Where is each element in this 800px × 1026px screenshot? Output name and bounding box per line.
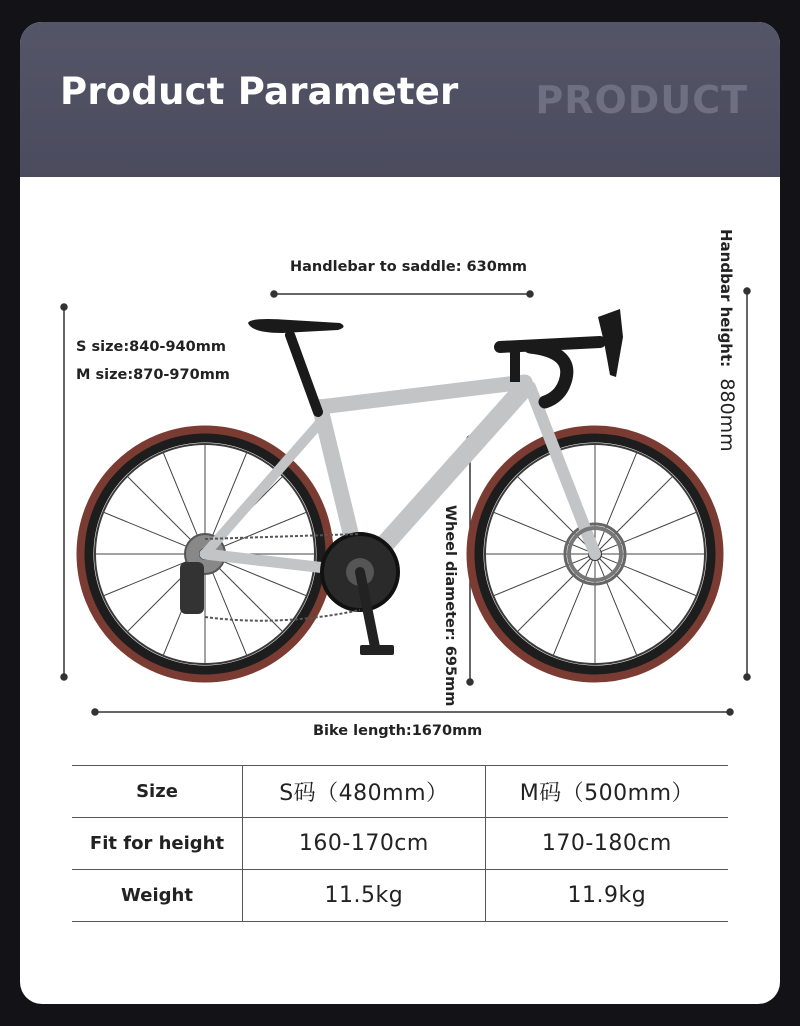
bike-diagram	[20, 177, 780, 757]
table-row	[72, 870, 728, 922]
dimension-wheel-diameter: Wheel diameter: 695mm	[442, 505, 458, 707]
row-label: Fit for height	[72, 818, 243, 870]
spec-table	[72, 765, 728, 922]
row-label: Weight	[72, 870, 243, 922]
s-size-cell: 11.5kg	[243, 870, 486, 922]
rear-derailleur	[180, 562, 204, 614]
m-size-cell: 11.9kg	[485, 870, 728, 922]
saddle	[248, 319, 344, 333]
dimension-bike-length: Bike length:1670mm	[313, 723, 483, 739]
dimension-m-size: M size:870-970mm	[76, 367, 230, 383]
handlebar-height-label: Handbar height:	[717, 229, 735, 368]
table-row	[72, 766, 728, 818]
header-banner	[20, 22, 780, 177]
header-watermark: PRODUCT	[535, 78, 748, 122]
dimension-handlebar-height	[716, 229, 738, 452]
product-card	[20, 22, 780, 1004]
handlebar-height-value: 880mm	[716, 378, 738, 452]
bike-frame	[205, 382, 595, 572]
m-size-cell: 170-180cm	[485, 818, 728, 870]
s-size-cell: S码（480mm）	[243, 766, 486, 818]
m-size-cell: M码（500mm）	[485, 766, 728, 818]
s-size-cell: 160-170cm	[243, 818, 486, 870]
dimension-s-size: S size:840-940mm	[76, 339, 226, 355]
row-label: Size	[72, 766, 243, 818]
page-title: Product Parameter	[60, 70, 459, 113]
dimension-handlebar-to-saddle: Handlebar to saddle: 630mm	[290, 259, 528, 275]
table-row	[72, 818, 728, 870]
